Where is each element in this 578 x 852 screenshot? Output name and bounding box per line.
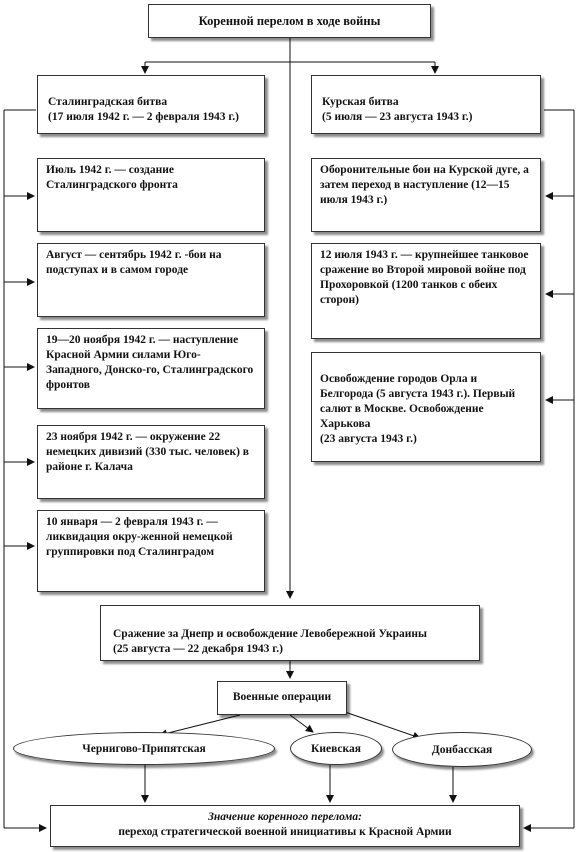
stalingrad-step-5 [37, 510, 265, 592]
kursk-step-3 [311, 352, 541, 462]
kursk-step-3-text: Освобождение городов Орла и Белгорода (5 августа 1943 г.). Первый салют в Москве. Освобождение Харькова (23 августа 1943 г.) [320, 373, 516, 445]
military-operations-box [217, 681, 347, 715]
title-box [148, 4, 431, 38]
significance-text: переход стратегической военной инициативы к Красной Армии [118, 826, 452, 838]
significance-heading: Значение коренного перелома: [208, 811, 362, 823]
stalingrad-step-3 [37, 328, 265, 409]
stalingrad-step-4-text: 23 ноября 1942 г. — окружение 22 немецких дивизий (330 тыс. человек) в районе г. Калача [46, 431, 249, 473]
dnieper-text: Сражение за Днепр и освобождение Левобережной Украины (25 августа — 22 декабря 1943 г.) [113, 628, 427, 655]
stalingrad-step-1-text: Июль 1942 г. — создание Сталинградского фронта [46, 164, 178, 191]
significance-box [50, 805, 520, 847]
operation-kiev-label: Киевская [311, 742, 361, 755]
kursk-header: Курская битва (5 июля — 23 августа 1943 г.) [322, 96, 473, 123]
operation-kiev [290, 732, 382, 765]
dnieper-box [100, 605, 480, 661]
stalingrad-step-3-text: 19—20 ноября 1942 г. — наступление Красной Армии силами Юго-Западного, Донско-го, Сталинградского фронтов [46, 334, 254, 391]
stalingrad-header-box [37, 75, 265, 134]
stalingrad-step-2-text: Август — сентябрь 1942 г. -бои на подступах и в самом городе [46, 249, 222, 276]
stalingrad-step-2 [37, 243, 265, 317]
operation-chernigov-pripyat-label: Чернигово-Припятская [82, 742, 206, 755]
kursk-header-box [311, 75, 541, 134]
kursk-step-2-text: 12 июля 1943 г. — крупнейшее танковое сражение во Второй мировой войне под Прохоровкой (1200 танков с обеих сторон) [320, 249, 529, 306]
stalingrad-step-5-text: 10 января — 2 февраля 1943 г. — ликвидация окру-женной немецкой группировки под Сталинградом [46, 516, 233, 558]
stalingrad-step-1 [37, 158, 265, 232]
stalingrad-step-4 [37, 425, 265, 499]
stalingrad-header: Сталинградская битва (17 июля 1942 г. — 2 февраля 1943 г.) [48, 96, 240, 123]
operation-donbass [392, 732, 532, 767]
page-title: Коренной перелом в ходе войны [198, 14, 381, 28]
military-operations-label: Военные операции [232, 691, 332, 703]
kursk-step-1 [311, 158, 541, 232]
kursk-step-2 [311, 243, 541, 339]
operation-donbass-label: Донбасская [431, 743, 493, 756]
kursk-step-1-text: Оборонительные бои на Курской дуге, а затем переход в наступление (12—15 июля 1943 г.) [320, 164, 529, 206]
operation-chernigov-pripyat [13, 732, 275, 765]
